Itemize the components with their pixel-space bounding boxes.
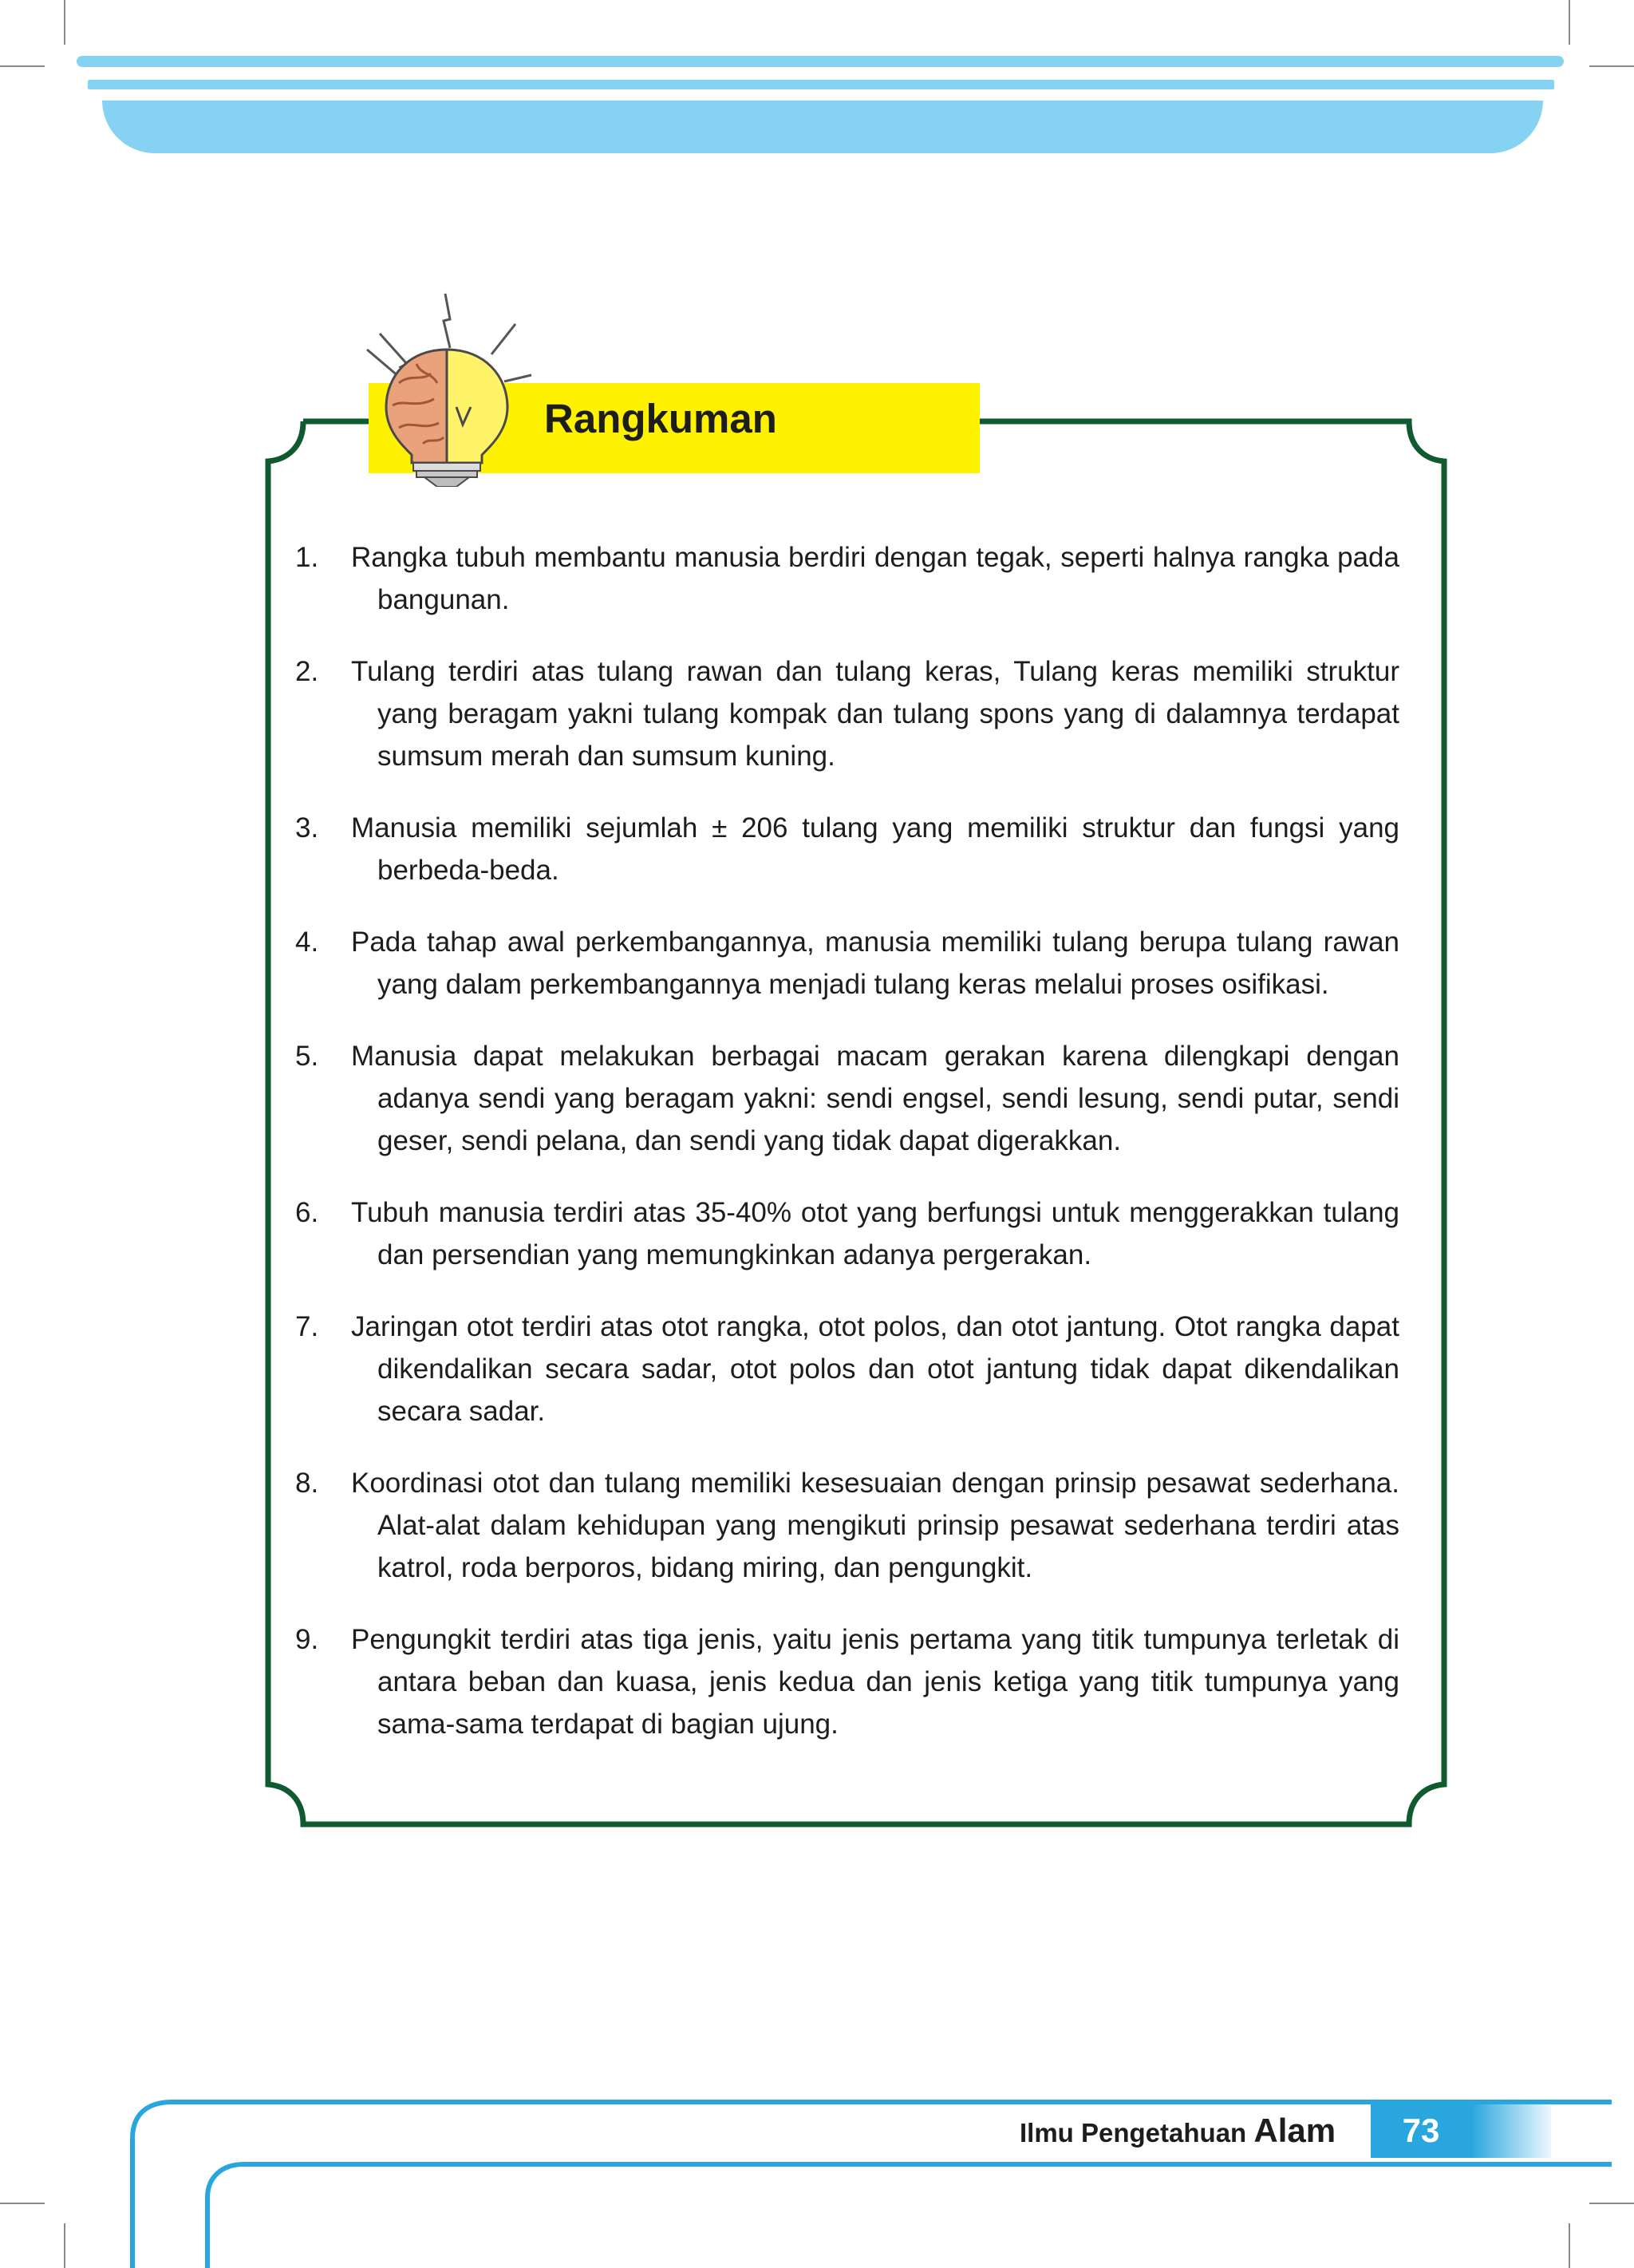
list-item-number: 4. bbox=[295, 927, 319, 958]
list-item-number: 3. bbox=[295, 812, 319, 844]
list-item-text: Tulang terdiri atas tulang rawan dan tulang keras, Tulang keras memiliki struktur yang beragam yakni tulang kompak dan tulang spons yang di dalamnya terdapat sumsum merah dan sumsum kuning. bbox=[351, 656, 1399, 772]
list-item-text: Jaringan otot terdiri atas otot rangka, otot polos, dan otot jantung. Otot rangka dapat dikendalikan secara sadar, otot polos dan otot jantung tidak dapat dikendalikan secara sadar. bbox=[351, 1311, 1399, 1427]
list-item-text: Rangka tubuh membantu manusia berdiri dengan tegak, seperti halnya rangka pada bangunan. bbox=[351, 542, 1399, 615]
list-item-number: 5. bbox=[295, 1041, 319, 1072]
list-item-text: Koordinasi otot dan tulang memiliki kesesuaian dengan prinsip pesawat sederhana. Alat-alat dalam kehidupan yang mengikuti prinsip pesawat sederhana terdiri atas katrol, roda berporos, bidang miring, dan pengungkit. bbox=[351, 1468, 1399, 1583]
footer-book-title-emphasis: Alam bbox=[1253, 2112, 1336, 2149]
list-item-number: 9. bbox=[295, 1624, 319, 1655]
summary-title: Rangkuman bbox=[544, 396, 777, 441]
list-item-text: Manusia memiliki sejumlah ± 206 tulang yang memiliki struktur dan fungsi yang berbeda-beda. bbox=[351, 812, 1399, 886]
footer-book-title-main: Ilmu Pengetahuan bbox=[1020, 2118, 1247, 2147]
page-number: 73 bbox=[1371, 2104, 1471, 2158]
list-item-number: 8. bbox=[295, 1468, 319, 1499]
list-item-number: 7. bbox=[295, 1311, 319, 1342]
list-item-text: Pada tahap awal perkembangannya, manusia memiliki tulang berupa tulang rawan yang dalam perkembangannya menjadi tulang keras melalui proses osifikasi. bbox=[351, 927, 1399, 1000]
list-item-number: 1. bbox=[295, 542, 319, 573]
list-item-text: Tubuh manusia terdiri atas 35-40% otot yang berfungsi untuk menggerakkan tulang dan persendian yang memungkinkan adanya pergerakan. bbox=[351, 1197, 1399, 1270]
page-number-fade bbox=[1471, 2104, 1551, 2158]
list-item-text: Manusia dapat melakukan berbagai macam gerakan karena dilengkapi dengan adanya sendi yang beragam yakni: sendi engsel, sendi lesung, sendi putar, sendi geser, sendi pelana, dan sendi yang tidak dapat digerakkan. bbox=[351, 1041, 1399, 1156]
list-item-text: Pengungkit terdiri atas tiga jenis, yaitu jenis pertama yang titik tumpunya terletak di antara beban dan kuasa, jenis kedua dan jenis ketiga yang titik tumpunya yang sama-sama terdapat di bagian ujung. bbox=[351, 1624, 1399, 1740]
list-item-number: 2. bbox=[295, 656, 319, 687]
list-item-number: 6. bbox=[295, 1197, 319, 1228]
footer-book-title bbox=[1020, 2112, 1336, 2150]
